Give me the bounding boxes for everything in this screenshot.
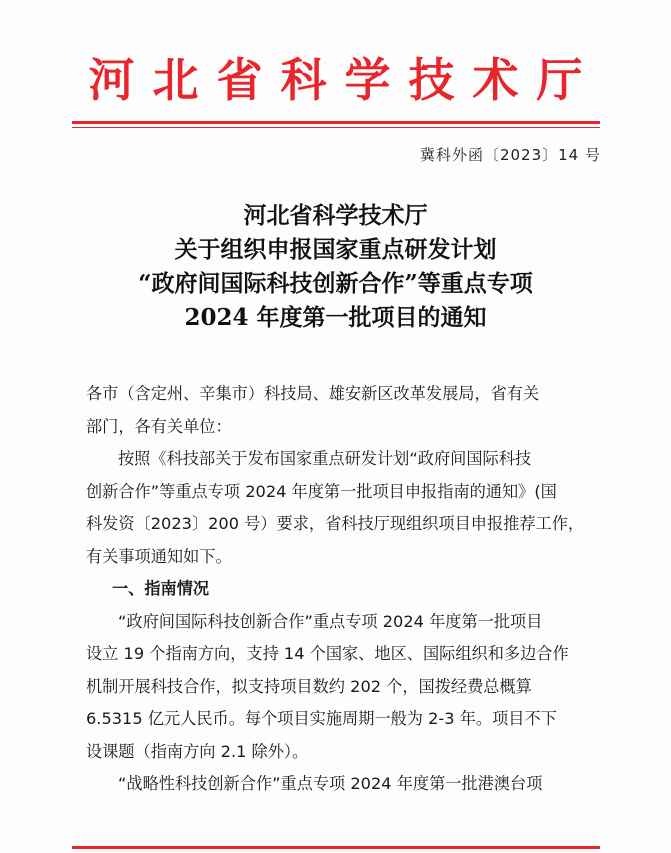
intro-paragraph xyxy=(86,443,610,573)
section1-paragraph xyxy=(86,606,610,769)
page-bottom-red-rule xyxy=(72,846,600,849)
title-line: 关于组织申报国家重点研发计划 xyxy=(174,236,497,263)
text-line: 设立 19 个指南方向，支持 14 个国家、地区、国际组织和多边合作 xyxy=(86,644,569,663)
letterhead-title: 河北省科学技术厅 xyxy=(88,53,601,107)
text-line: 创新合作”等重点专项 2024 年度第一批项目申报指南的通知》(国 xyxy=(86,481,557,501)
text-line: 科发资〔2023〕200 号）要求，省科技厅现组织项目申报推荐工作， xyxy=(86,514,585,533)
text-line: “战略性科技创新合作”重点专项 2024 年度第一批港澳台项 xyxy=(118,774,543,793)
text-line: 机制开展科技合作，拟支持项目数约 202 个，国拨经费总概算 xyxy=(86,676,532,696)
text-line: 按照《科技部关于发布国家重点研发计划“政府间国际科技 xyxy=(118,449,532,468)
text-line: 6.5315 亿元人民币。每个项目实施周期一般为 2-3 年。项目不下 xyxy=(86,709,557,728)
letterhead-red-rule-thin xyxy=(72,127,600,128)
section-heading: 一、指南情况 xyxy=(112,579,210,598)
addressee-paragraph xyxy=(86,378,610,443)
next-paragraph xyxy=(86,768,610,801)
text-line: 有关事项通知如下。 xyxy=(86,546,232,566)
title-line: “政府间国际科技创新合作”等重点专项 xyxy=(138,270,533,297)
document-number: 冀科外函〔2023〕14 号 xyxy=(419,146,601,164)
text-line: 设课题（指南方向 2.1 除外）。 xyxy=(86,741,309,761)
text-line: 部门，各有关单位： xyxy=(86,416,232,436)
title-line: 2024 年度第一批项目的通知 xyxy=(184,304,487,331)
document-title xyxy=(0,199,671,335)
document-body xyxy=(86,378,610,801)
text-line: “政府间国际科技创新合作”重点专项 2024 年度第一批项目 xyxy=(118,611,543,631)
title-line: 河北省科学技术厅 xyxy=(243,202,428,229)
text-line: 各市（含定州、辛集市）科技局、雄安新区改革发展局，省有关 xyxy=(86,384,540,403)
letterhead-red-rule-thick xyxy=(72,121,600,124)
